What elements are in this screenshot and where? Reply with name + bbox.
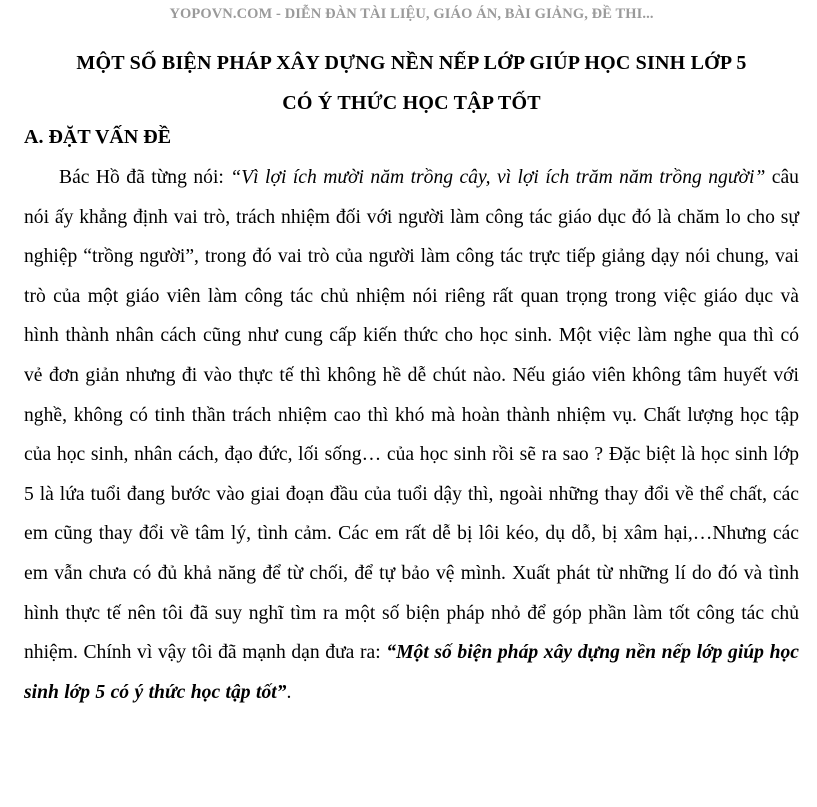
paragraph-end: .: [286, 681, 292, 703]
initiative-title-quote: “Một số biện pháp xây dựng nền nếp lớp giúp học sinh lớp 5 có ý thức học tập tốt”: [24, 642, 799, 703]
ho-chi-minh-quote: “Vì lợi ích mười năm trồng cây, vì lợi ích trăm năm trồng người”: [230, 167, 766, 188]
site-watermark: YOPOVN.COM - DIỄN ĐÀN TÀI LIỆU, GIÁO ÁN, BÀI GIẢNG, ĐỀ THI...: [169, 6, 654, 22]
document-title: [24, 43, 799, 123]
paragraph-intro: Bác Hồ đã từng nói:: [59, 167, 231, 188]
paragraph-body: câu nói ấy khẳng định vai trò, trách nhiệm đối với người làm công tác giáo dục đó là chăm lo cho sự nghiệp “trồng người”, trong đó vai trò của người làm công tác trực tiếp giảng dạy nói chung, vai trò của một giáo viên làm công tác chủ nhiệm nói riêng rất quan trọng trong việc giáo dục và hình thành nhân cách cũng như cung cấp kiến thức cho học sinh. Một việc làm nghe qua thì có vẻ đơn giản nhưng đi vào thực tế thì không hề dễ chút nào. Nếu giáo viên không tâm huyết với nghề, không có tinh thần trách nhiệm cao thì khó mà hoàn thành nhiệm vụ. Chất lượng học tập của học sinh, nhân cách, đạo đức, lối sống… của học sinh rồi sẽ ra sao ? Đặc biệt là học sinh lớp 5 là lứa tuổi đang bước vào giai đoạn đầu của tuổi dậy thì, ngoài những thay đổi về thể chất, các em cũng thay đổi về tâm lý, tình cảm. Các em rất dễ bị lôi kéo, dụ dỗ, bị xâm hại,…Nhưng các em vẫn chưa có đủ khả năng để từ chối, để tự bảo vệ mình. Xuất phát từ những lí do đó và tình hình thực tế nên tôi đã suy nghĩ tìm ra một số biện pháp nhỏ để góp phần làm tốt công tác chủ nhiệm. Chính vì vậy tôi đã mạnh dạn đưa ra:: [24, 167, 799, 664]
title-line-2: CÓ Ý THỨC HỌC TẬP TỐT: [282, 92, 541, 114]
title-line-1: MỘT SỐ BIỆN PHÁP XÂY DỰNG NỀN NẾP LỚP GIÚP HỌC SINH LỚP 5: [76, 52, 747, 74]
section-heading: A. ĐẶT VẤN ĐỀ: [24, 126, 172, 148]
body-paragraph: [24, 158, 799, 712]
